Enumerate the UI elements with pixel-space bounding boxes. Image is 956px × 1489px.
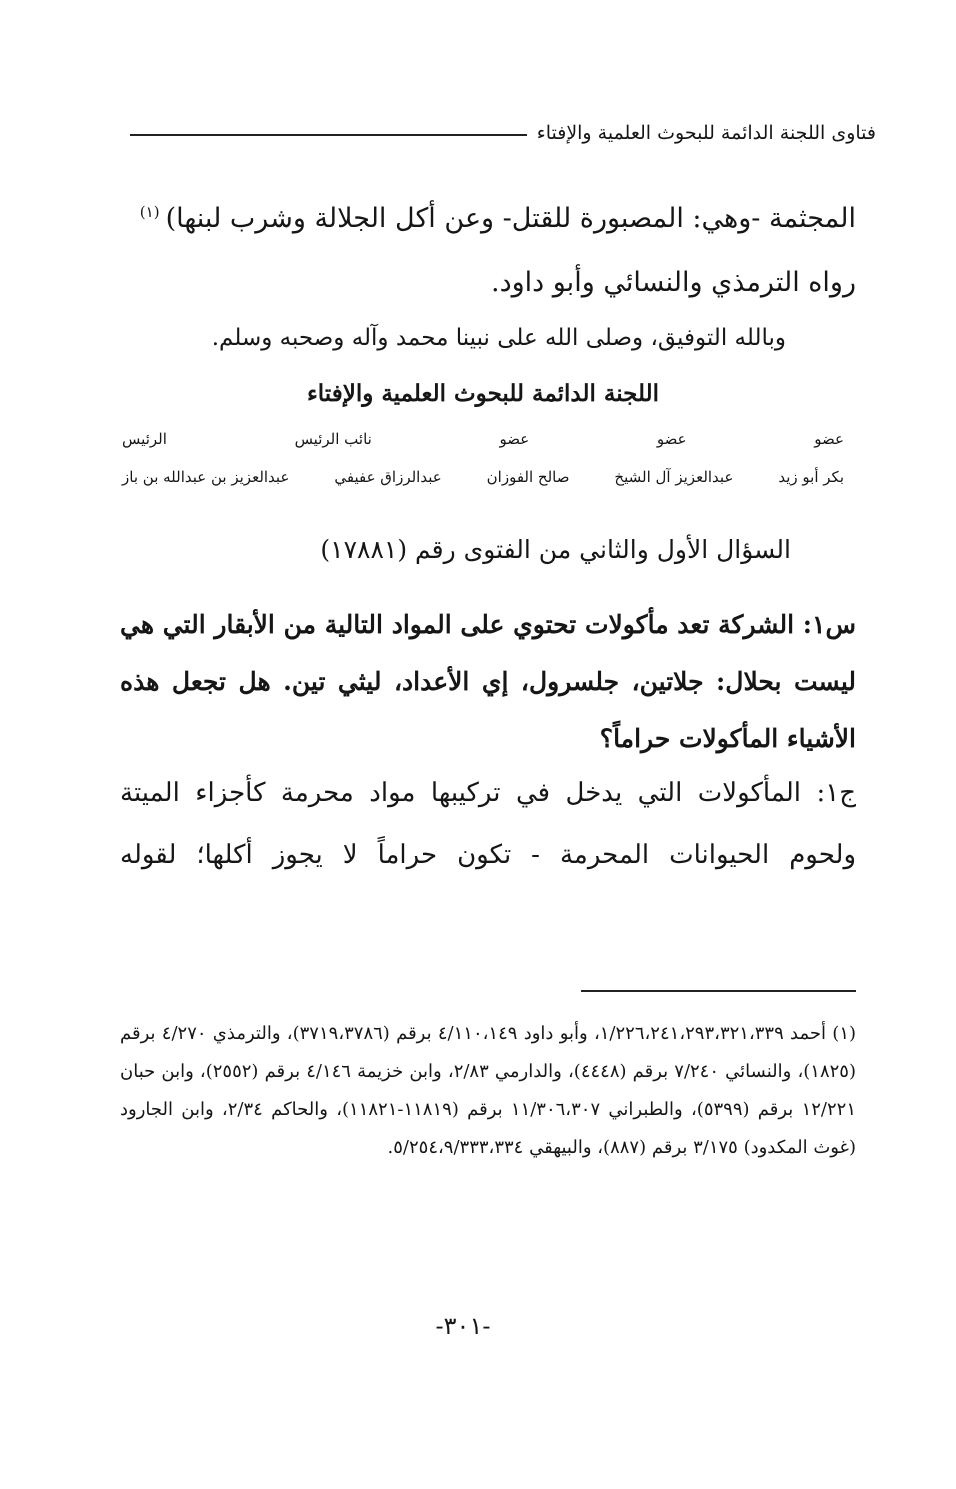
running-header bbox=[130, 122, 876, 144]
committee-names bbox=[122, 468, 844, 486]
intro-paragraph bbox=[120, 180, 856, 315]
member-role: عضو bbox=[814, 430, 844, 448]
member-name: عبدالعزيز آل الشيخ bbox=[614, 468, 734, 486]
member-name: صالح الفوزان bbox=[486, 468, 570, 486]
footnote-separator bbox=[581, 990, 856, 992]
member-role: الرئيس bbox=[122, 430, 167, 448]
fatwa-heading: السؤال الأول والثاني من الفتوى رقم (١٧٨٨١) bbox=[320, 535, 791, 564]
page-number: -٣٠١- bbox=[435, 1312, 491, 1340]
question-text: س١: الشركة تعد مأكولات تحتوي على المواد التالية من الأبقار التي هي ليست بحلال: جلاتين، جلسرول، إي الأعداد، ليثي تين. هل تجعل هذه الأشياء المأكولات حراماً؟ bbox=[120, 610, 856, 753]
member-name: بكر أبو زيد bbox=[778, 468, 844, 486]
committee-title: اللجنة الدائمة للبحوث العلمية والإفتاء bbox=[306, 380, 660, 407]
intro-text: المجثمة -وهي: المصبورة للقتل- وعن أكل الجلالة وشرب لبنها) bbox=[165, 203, 856, 234]
footnote-text: (١) أحمد ١/٢٢٦،٢٤١،٢٩٣،٣٢١،٣٣٩، وأبو داود ٤/١١٠،١٤٩ برقم (٣٧١٩،٣٧٨٦)، والترمذي ٤/٢٧٠ برقم (١٨٢٥)، والنسائي ٧/٢٤٠ برقم (٤٤٤٨)، والدارمي ٢/٨٣، وابن خزيمة ٤/١٤٦ برقم (٢٥٥٢)، وابن حبان ١٢/٢٢١ برقم (٥٣٩٩)، والطبراني ١١/٣٠٦،٣٠٧ برقم (١١٨١٩-١١٨٢١)، والحاكم ٢/٣٤، وابن الجارود (غوث المكدود) ٣/١٧٥ برقم (٨٨٧)، والبيهقي ٥/٢٥٤،٩/٣٣٣،٣٣٤. bbox=[120, 1023, 857, 1158]
footnote-ref[interactable]: (١) bbox=[139, 203, 160, 221]
answer-text: ج١: المأكولات التي يدخل في تركيبها مواد محرمة كأجزاء الميتة ولحوم الحيوانات المحرمة - تكون حراماً لا يجوز أكلها؛ لقوله bbox=[120, 778, 856, 870]
member-name: عبدالعزيز بن عبدالله بن باز bbox=[122, 468, 290, 486]
member-role: عضو bbox=[499, 430, 530, 448]
committee-roles bbox=[122, 430, 844, 448]
member-role: عضو bbox=[656, 430, 687, 448]
member-role: نائب الرئيس bbox=[294, 430, 372, 448]
header-rule bbox=[130, 134, 527, 136]
intro-continuation: رواه الترمذي والنسائي وأبو داود. bbox=[490, 267, 856, 298]
closing-line: وبالله التوفيق، وصلى الله على نبينا محمد وآله وصحبه وسلم. bbox=[211, 325, 786, 351]
member-name: عبدالرزاق عفيفي bbox=[334, 468, 442, 486]
running-title: فتاوى اللجنة الدائمة للبحوث العلمية والإفتاء bbox=[536, 122, 876, 144]
